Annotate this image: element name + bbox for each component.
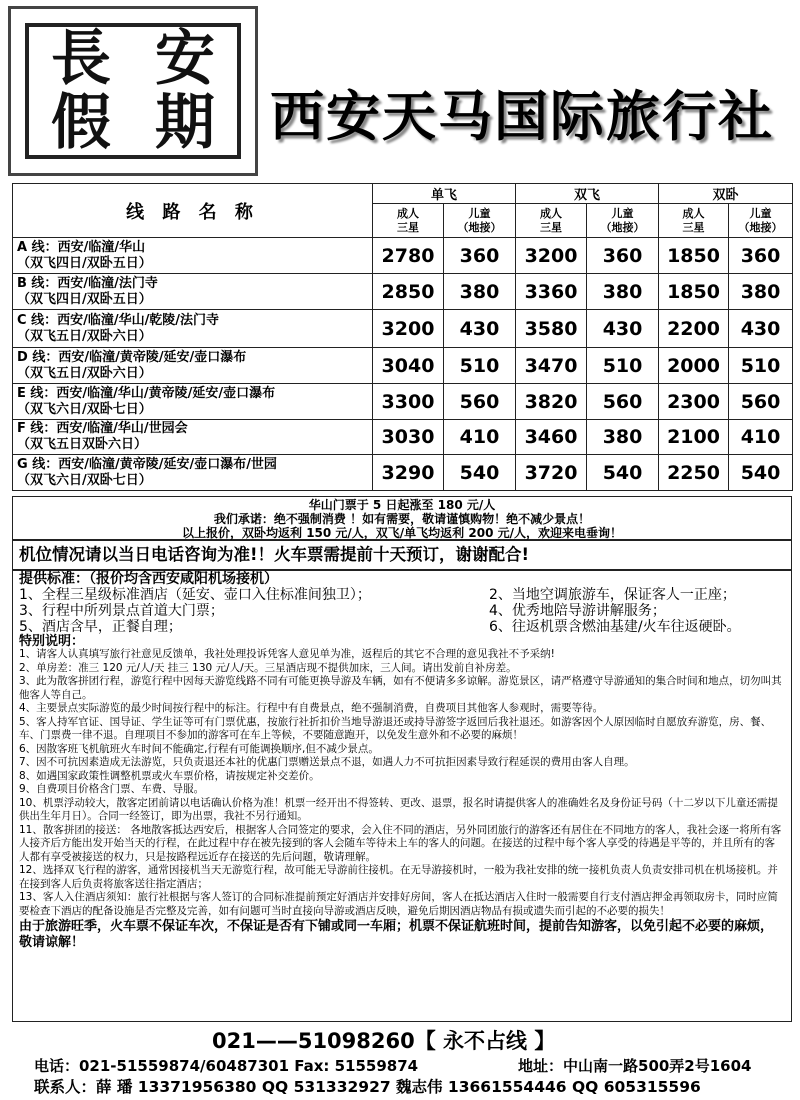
price-table	[12, 183, 793, 491]
price-cell: 3360	[516, 274, 587, 310]
special-note: 10、机票浮动较大，散客定团前请以电话确认价格为准！机票一经开出不得签转、更改、退票，报名时请提供客人的准确姓名及身份证号码（十二岁以下儿童还需提供出生年月日）。合同一经签订，即为出票，我社不另行通知。	[19, 796, 778, 822]
price-cell: 3580	[516, 310, 587, 348]
route-name	[13, 384, 373, 420]
price-cell: 380	[444, 274, 516, 310]
route-duration: （双飞五日双卧六日）	[17, 437, 148, 452]
special-note: 12、选择双飞行程的游客，通常因接机当天无游览行程，故可能无导游前往接机。在无导游接机时，一般为我社安排的统一接机负责人负责安排司机在机场接机。并在接到客人后负责将旅客送往指定酒店；	[19, 864, 778, 890]
standard-title: 提供标准：（报价均含西安咸阳机场接机）	[19, 571, 278, 587]
route-row	[13, 274, 793, 310]
special-note: 2、单房差：准三 120 元/人/天 挂三 130 元/人/天。三星酒店现不提供加床，三人间。请出发前自补房差。	[19, 661, 517, 674]
route-row	[13, 455, 793, 491]
route-name	[13, 455, 373, 491]
promo-notice	[12, 496, 792, 540]
standard-item: 5、酒店含早，正餐自理；	[19, 618, 182, 635]
route-name	[13, 420, 373, 455]
special-notes	[19, 648, 785, 918]
route-stops: E 线：西安/临潼/华山/黄帝陵/延安/壶口瀑布	[17, 385, 276, 401]
route-row	[13, 384, 793, 420]
group-header-double-flight: 双飞	[516, 184, 659, 204]
route-row	[13, 238, 793, 274]
special-note: 9、自费项目价格含门票、车费、导服。	[19, 783, 205, 795]
price-cell: 560	[587, 384, 659, 420]
route-duration: （双飞五日/双卧六日）	[17, 328, 152, 344]
special-note: 13、客人入住酒店须知：旅行社根据与客人签订的合同标准提前预定好酒店并安排好房间，客人在抵达酒店入住时一般需要自行支付酒店押金再领取房卡，同时应简要检查下酒店的配备设施是否完整及完善，如有问题可当时直接向导游或酒店反映，避免后期因酒店物品有损或遗失而引起的不必要的损失！	[19, 891, 778, 917]
route-header: 线 路 名 称	[13, 184, 373, 238]
special-note: 3、此为散客拼团行程，游览行程中因每天游览线路不同有可能更换导游及车辆，如有不便请多多谅解。游览景区，请严格遵守导游通知的集合时间和地点，切勿叫其他客人等自己。	[19, 675, 782, 701]
special-note: 7、因不可抗因素造成无法游览，只负责退还本社的优惠门票赠送景点不退，如遇人力不可抗拒因素导致行程延误的费用由客人自理。	[19, 756, 635, 768]
route-duration: （双飞六日/双卧七日）	[17, 401, 152, 417]
notice-line: 华山门票于 5 日起涨至 180 元/人	[308, 498, 496, 512]
price-cell: 560	[729, 384, 793, 420]
price-cell: 3460	[516, 420, 587, 455]
sub-header-child: 儿童 （地接）	[444, 204, 516, 238]
group-header-single-flight: 单飞	[373, 184, 516, 204]
route-name	[13, 238, 373, 274]
price-cell: 3820	[516, 384, 587, 420]
special-note: 6、因散客班飞机航班火车时间不能确定,行程有可能调换顺序,但不减少景点。	[19, 742, 379, 755]
price-cell: 2250	[659, 455, 729, 491]
group-header-double-sleeper: 双卧	[659, 184, 793, 204]
logo-char: 期	[155, 88, 215, 158]
price-cell: 540	[444, 455, 516, 491]
price-cell: 510	[444, 348, 516, 384]
contact-section	[12, 1022, 792, 1098]
route-stops: G 线：西安/临潼/黄帝陵/延安/壶口瀑布/世园	[17, 456, 277, 472]
route-name	[13, 310, 373, 348]
route-duration: （双飞五日/双卧六日）	[17, 365, 152, 381]
agency-title: 西安天马国际旅行社	[270, 85, 774, 148]
standard-list	[19, 587, 785, 635]
price-cell: 430	[587, 310, 659, 348]
price-cell: 2200	[659, 310, 729, 348]
price-cell: 2300	[659, 384, 729, 420]
route-duration: （双飞六日/双卧七日）	[17, 472, 152, 488]
price-cell: 3200	[516, 238, 587, 274]
peak-season-notice: 由于旅游旺季，火车票不保证车次，不保证是否有下铺或同一车厢；机票不保证航班时间，提前告知游客，以免引起不必要的麻烦，敬请谅解！	[19, 919, 774, 950]
sub-header-adult: 成人 三星	[516, 204, 587, 238]
logo-char: 安	[155, 24, 215, 94]
price-cell: 3040	[373, 348, 444, 384]
price-cell: 3300	[373, 384, 444, 420]
special-title: 特别说明：	[19, 633, 85, 649]
seat-availability-notice: 机位情况请以当日电话咨询为准!！火车票需提前十天预订，谢谢配合!	[12, 540, 792, 570]
logo-seal	[8, 6, 258, 176]
route-row	[13, 420, 793, 455]
hotline: 021——51098260【 永不占线 】	[212, 1029, 556, 1053]
price-cell: 1850	[659, 238, 729, 274]
price-cell: 3470	[516, 348, 587, 384]
special-note: 1、请客人认真填写旅行社意见反馈单，我社处理投诉凭客人意见单为准，返程后的其它不合理的意见我社不予采纳!	[19, 648, 555, 660]
route-stops: A 线：西安/临潼/华山	[17, 239, 146, 255]
price-cell: 360	[729, 238, 793, 274]
price-cell: 510	[729, 348, 793, 384]
price-cell: 540	[587, 455, 659, 491]
price-cell: 380	[729, 274, 793, 310]
price-cell: 510	[587, 348, 659, 384]
price-cell: 3290	[373, 455, 444, 491]
notice-line: 我们承诺：绝不强制消费 ！如有需要，敬请谨慎购物！绝不减少景点！	[213, 512, 591, 526]
price-cell: 540	[729, 455, 793, 491]
terms-section	[12, 570, 792, 1022]
tel-fax: 电话：021-51559874/60487301 Fax: 51559874	[34, 1057, 419, 1075]
price-cell: 380	[587, 274, 659, 310]
price-cell: 560	[444, 384, 516, 420]
price-cell: 3200	[373, 310, 444, 348]
price-cell: 360	[587, 238, 659, 274]
sub-header-child: 儿童 （地接）	[729, 204, 793, 238]
route-stops: C 线：西安/临潼/华山/乾陵/法门寺	[17, 312, 220, 328]
price-cell: 430	[729, 310, 793, 348]
route-stops: D 线：西安/临潼/黄帝陵/延安/壶口瀑布	[17, 349, 247, 365]
route-stops: F 线：西安/临潼/华山/世园会	[17, 421, 188, 436]
header	[8, 6, 792, 182]
notice-line: 以上报价，双卧均返利 150 元/人，双飞/单飞均返利 200 元/人，欢迎来电垂询！	[182, 526, 622, 540]
price-cell: 360	[444, 238, 516, 274]
sub-header-adult: 成人 三星	[373, 204, 444, 238]
price-cell: 380	[587, 420, 659, 455]
route-name	[13, 274, 373, 310]
price-cell: 410	[729, 420, 793, 455]
route-row	[13, 310, 793, 348]
special-note: 4、主要景点实际游览的最少时间按行程中的标注。行程中有自费景点，绝不强制消费，自费项目其他客人参观时，需要等待。	[19, 702, 604, 714]
price-cell: 410	[444, 420, 516, 455]
logo-char: 假	[51, 88, 111, 158]
price-cell: 2000	[659, 348, 729, 384]
price-cell: 430	[444, 310, 516, 348]
price-cell: 1850	[659, 274, 729, 310]
standard-item: 3、行程中所列景点首道大门票；	[19, 602, 224, 619]
price-cell: 2780	[373, 238, 444, 274]
route-name	[13, 348, 373, 384]
price-cell: 2850	[373, 274, 444, 310]
address: 地址：中山南一路500弄2号1604	[518, 1057, 752, 1075]
special-note: 11、散客拼团的接送： 各地散客抵达西安后，根据客人合同签定的要求，会入住不同的酒店，另外同团旅行的游客还有居住在不同地方的客人，我社会逐一将所有客人接齐后方能出发开始当天的行程，在此过程中存在被先接到的客人会随车等待未上车的客人的问题。在接送的过程中每个客人享受的待遇是平等的，并且所有的客人都有享受被接送的权力，只是按路程远近存在接送的先后问题，敬请理解。	[19, 823, 782, 863]
route-duration: （双飞四日/双卧五日）	[17, 255, 152, 271]
sub-header-adult: 成人 三星	[659, 204, 729, 238]
special-note: 8、如遇国家政策性调整机票或火车票价格，请按规定补交差价。	[19, 769, 320, 782]
standard-item: 6、往返机票含燃油基建/火车往返硬卧。	[489, 618, 741, 635]
price-cell: 3030	[373, 420, 444, 455]
logo-char: 長	[51, 24, 111, 94]
standard-item: 4、优秀地陪导游讲解服务；	[489, 602, 666, 619]
price-cell: 2100	[659, 420, 729, 455]
sub-header-child: 儿童 （地接）	[587, 204, 659, 238]
route-row	[13, 348, 793, 384]
contact-people: 联系人：薛 璠 13371956380 QQ 531332927 魏志伟 13661554446 QQ 605315596	[34, 1078, 701, 1096]
standard-item: 1、全程三星级标准酒店（延安、壶口入住标准间独卫）；	[19, 586, 371, 603]
price-cell: 3720	[516, 455, 587, 491]
special-note: 5、客人持军官证、国导证、学生证等可有门票优惠，按旅行社折扣价当地导游退还或持导游签字返回后我社退还。如游客因个人原因临时自愿放弃游览，房、餐、车、门票费一律不退。自理项目不参加的游客可在车上等候，不要随意跑开，以免发生意外和不必要的麻烦！	[19, 715, 772, 741]
standard-item: 2、当地空调旅游车，保证客人一正座；	[489, 586, 736, 603]
route-stops: B 线：西安/临潼/法门寺	[17, 275, 158, 291]
route-duration: （双飞四日/双卧五日）	[17, 291, 152, 307]
